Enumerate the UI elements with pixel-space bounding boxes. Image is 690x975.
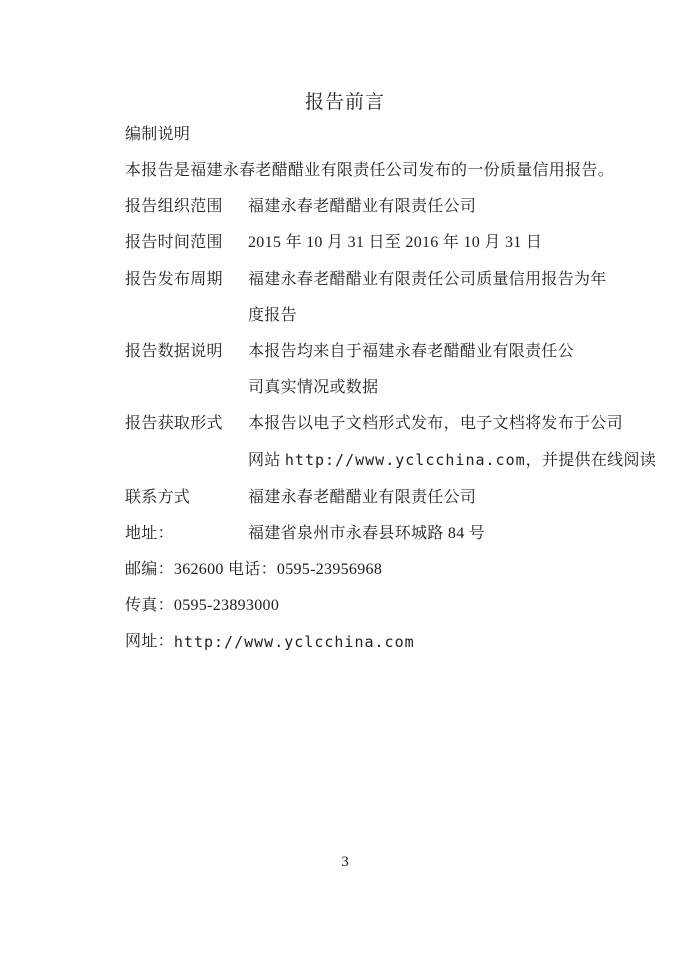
website-url: http://www.yclcchina.com (284, 451, 526, 470)
field-label: 联系方式 (125, 488, 191, 506)
field-label-empty (125, 442, 248, 479)
field-label: 报告数据说明 (125, 342, 223, 360)
field-row-report-period (125, 225, 675, 261)
contact-line-postcode-phone (125, 552, 675, 588)
contact-line-website (125, 624, 675, 660)
field-value: 福建永春老醋醋业有限责任公司 (248, 198, 477, 216)
field-row-report-scope (125, 189, 675, 225)
section-heading: 编制说明 (125, 126, 191, 143)
field-label-empty (125, 298, 248, 334)
field-row-release-cycle (125, 262, 675, 298)
field-value: 度报告 (248, 306, 297, 324)
field-row-access-form-cont (125, 442, 675, 479)
field-label: 报告组织范围 (125, 198, 223, 216)
field-value: 福建永春老醋醋业有限责任公司质量信用报告为年 (248, 270, 607, 288)
field-value: 福建省泉州市永春县环城路 84 号 (248, 524, 486, 542)
intro-row (125, 153, 675, 189)
field-row-contact (125, 480, 675, 516)
contact-text: 邮编：362600 电话：0595-23956968 (125, 560, 383, 578)
field-label: 报告获取形式 (125, 415, 223, 433)
field-value: 本报告均来自于福建永春老醋醋业有限责任公 (248, 342, 575, 360)
field-row-data-note (125, 334, 675, 370)
field-row-address (125, 516, 675, 552)
field-value: 司真实情况或数据 (248, 379, 379, 397)
field-label: 报告时间范围 (125, 234, 223, 252)
website-label: 网址： (125, 633, 174, 651)
field-label-empty (125, 370, 248, 406)
field-value: 福建永春老醋醋业有限责任公司 (248, 488, 477, 506)
section-heading-row (125, 117, 675, 153)
document-title: 报告前言 (304, 92, 385, 113)
intro-paragraph: 本报告是福建永春老醋醋业有限责任公司发布的一份质量信用报告。 (125, 162, 615, 180)
contact-line-fax (125, 588, 675, 624)
contact-text: 传真：0595-23893000 (125, 597, 280, 615)
field-row-release-cycle-cont (125, 298, 675, 334)
field-value (248, 442, 656, 479)
website-prefix: 网站 (248, 452, 285, 470)
field-label: 报告发布周期 (125, 270, 223, 288)
field-row-data-note-cont (125, 370, 675, 406)
website-url: http://www.yclcchina.com (173, 633, 415, 652)
field-value: 2015 年 10 月 31 日至 2016 年 10 月 31 日 (248, 234, 543, 252)
website-suffix: ，并提供在线阅读 (525, 452, 657, 470)
field-row-access-form (125, 406, 675, 442)
field-label: 地址： (125, 524, 174, 542)
field-value: 本报告以电子文档形式发布，电子文档将发布于公司 (248, 415, 623, 433)
page-number: 3 (341, 854, 349, 870)
document-body (125, 117, 675, 660)
